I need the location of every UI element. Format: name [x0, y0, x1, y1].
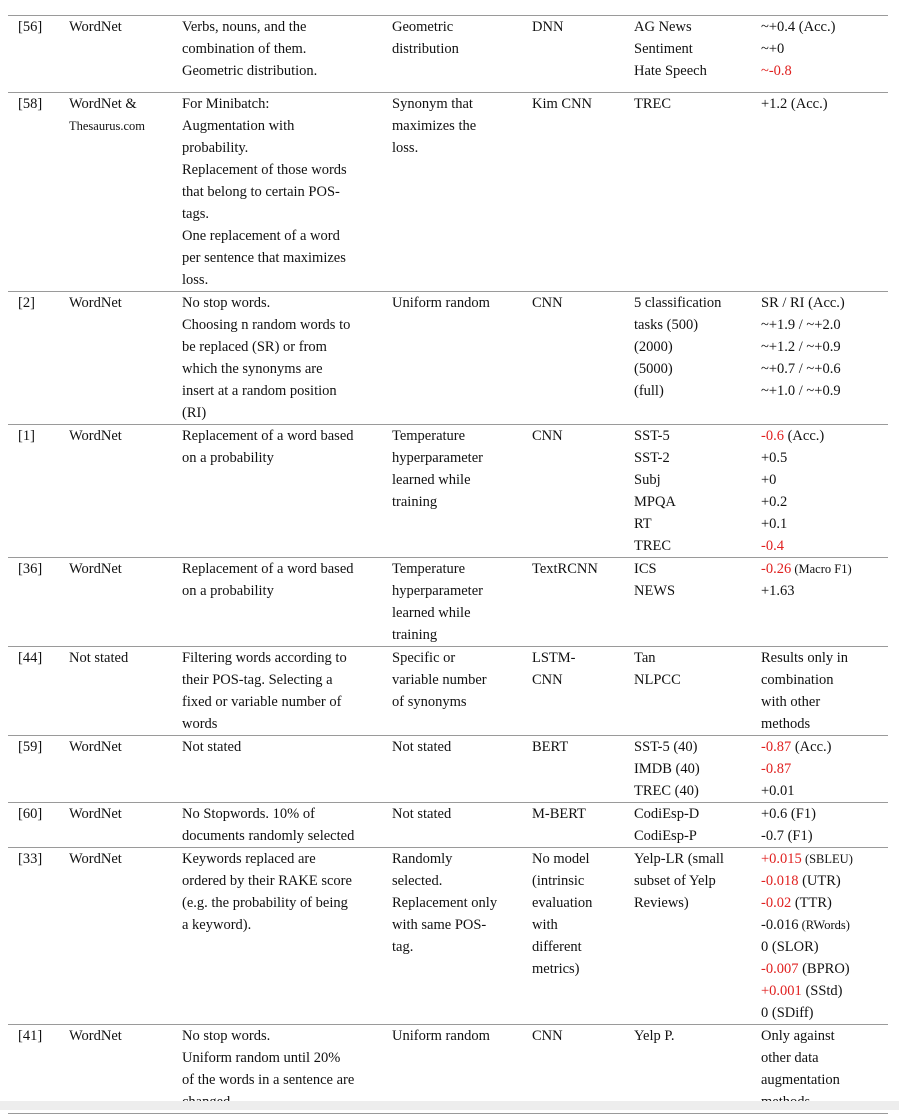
- model-cell: [526, 93, 628, 292]
- result-value: 0 (SDiff): [761, 1005, 814, 1021]
- result-line: [761, 936, 882, 958]
- selection-cell: [386, 93, 526, 292]
- source-cell: [63, 292, 176, 425]
- reference-cell: [8, 16, 63, 93]
- selection-cell: [386, 803, 526, 848]
- reference-label: [36]: [18, 561, 43, 577]
- result-metric: (TTR): [791, 895, 832, 911]
- selection-line: Geometric: [392, 19, 454, 35]
- details-line: (RI): [182, 405, 207, 421]
- result-value: -0.018: [761, 873, 799, 889]
- result-line: [761, 93, 882, 115]
- reference-cell: [8, 803, 63, 848]
- selection-line: tag.: [392, 939, 414, 955]
- selection-line: distribution: [392, 41, 459, 57]
- source-line: WordNet: [69, 19, 122, 35]
- dataset-line: Tan: [634, 650, 656, 666]
- result-metric: (RWords): [798, 918, 850, 932]
- dataset-line: AG News: [634, 19, 692, 35]
- results-cell: [755, 425, 888, 558]
- selection-cell: [386, 647, 526, 736]
- results-cell: [755, 736, 888, 803]
- selection-cell: [386, 736, 526, 803]
- details-line: insert at a random position: [182, 383, 337, 399]
- model-cell: [526, 803, 628, 848]
- result-line: [761, 447, 882, 469]
- reference-label: [1]: [18, 428, 35, 444]
- dataset-line: IMDB (40): [634, 761, 700, 777]
- result-value: 0 (SLOR): [761, 939, 819, 955]
- result-value: +0.015: [761, 851, 802, 867]
- reference-cell: [8, 736, 63, 803]
- details-line: Replacement of a word based: [182, 428, 354, 444]
- result-value: -0.02: [761, 895, 792, 911]
- dataset-line: TREC: [634, 96, 672, 112]
- dataset-cell: [628, 93, 755, 292]
- result-line: [761, 336, 882, 358]
- details-cell: [176, 848, 386, 1025]
- result-value: ~-0.8: [761, 63, 792, 79]
- result-line: [761, 491, 882, 513]
- selection-line: hyperparameter: [392, 450, 483, 466]
- dataset-line: Yelp P.: [634, 1028, 675, 1044]
- table-row: [8, 425, 888, 558]
- dataset-line: (5000): [634, 361, 673, 377]
- result-value: with other: [761, 694, 821, 710]
- details-cell: [176, 647, 386, 736]
- results-cell: [755, 803, 888, 848]
- source-cell: [63, 93, 176, 292]
- dataset-line: NEWS: [634, 583, 676, 599]
- source-cell: [63, 736, 176, 803]
- model-cell: [526, 736, 628, 803]
- result-line: [761, 358, 882, 380]
- result-metric: (UTR): [798, 873, 841, 889]
- details-line: probability.: [182, 140, 249, 156]
- result-line: [761, 513, 882, 535]
- details-line: which the synonyms are: [182, 361, 323, 377]
- selection-line: Temperature: [392, 428, 466, 444]
- result-value: -0.26: [761, 561, 792, 577]
- selection-line: variable number: [392, 672, 487, 688]
- source-line: Not stated: [69, 650, 129, 666]
- details-line: combination of them.: [182, 41, 307, 57]
- source-line: WordNet: [69, 806, 122, 822]
- table-row: [8, 93, 888, 292]
- result-line: [761, 980, 882, 1002]
- result-line: [761, 558, 882, 580]
- result-line: [761, 292, 882, 314]
- dataset-line: (2000): [634, 339, 673, 355]
- details-line: Choosing n random words to: [182, 317, 351, 333]
- source-line: WordNet: [69, 851, 122, 867]
- details-line: Augmentation with: [182, 118, 295, 134]
- details-line: ordered by their RAKE score: [182, 873, 352, 889]
- selection-line: Replacement only: [392, 895, 498, 911]
- selection-line: Randomly: [392, 851, 453, 867]
- details-cell: [176, 93, 386, 292]
- reference-label: [2]: [18, 295, 35, 311]
- dataset-cell: [628, 736, 755, 803]
- model-line: LSTM-: [532, 650, 576, 666]
- details-line: Replacement of those words: [182, 162, 347, 178]
- model-cell: [526, 647, 628, 736]
- selection-cell: [386, 425, 526, 558]
- result-line: [761, 914, 882, 936]
- table-row: [8, 736, 888, 803]
- result-line: [761, 736, 882, 758]
- result-line: [761, 758, 882, 780]
- dataset-cell: [628, 558, 755, 647]
- result-value: +0.5: [761, 450, 788, 466]
- result-line: [761, 803, 882, 825]
- dataset-line: TREC: [634, 538, 672, 554]
- selection-line: Uniform random: [392, 1028, 490, 1044]
- details-line: Geometric distribution.: [182, 63, 318, 79]
- result-value: +0.2: [761, 494, 788, 510]
- result-line: [761, 825, 882, 847]
- result-metric: (Macro F1): [791, 562, 852, 576]
- result-value: +0.6 (F1): [761, 806, 816, 822]
- reference-label: [58]: [18, 96, 43, 112]
- table-body: [8, 16, 888, 1114]
- model-line: different: [532, 939, 582, 955]
- result-line: [761, 780, 882, 802]
- result-value: +0.1: [761, 516, 788, 532]
- result-value: ~+0.7 / ~+0.6: [761, 361, 841, 377]
- reference-label: [56]: [18, 19, 43, 35]
- dataset-line: RT: [634, 516, 652, 532]
- reference-label: [33]: [18, 851, 43, 867]
- selection-line: with same POS-: [392, 917, 487, 933]
- results-cell: [755, 848, 888, 1025]
- dataset-line: SST-2: [634, 450, 670, 466]
- selection-line: Temperature: [392, 561, 466, 577]
- source-cell: [63, 848, 176, 1025]
- result-value: augmentation: [761, 1072, 840, 1088]
- model-cell: [526, 558, 628, 647]
- selection-line: Uniform random: [392, 295, 490, 311]
- dataset-line: CodiEsp-P: [634, 828, 697, 844]
- augmentation-methods-table: [8, 15, 888, 1114]
- details-line: One replacement of a word: [182, 228, 340, 244]
- selection-line: maximizes the: [392, 118, 477, 134]
- model-line: Kim CNN: [532, 96, 593, 112]
- details-line: No stop words.: [182, 1028, 271, 1044]
- dataset-line: SST-5: [634, 428, 670, 444]
- selection-line: training: [392, 627, 438, 643]
- result-line: [761, 870, 882, 892]
- result-line: [761, 425, 882, 447]
- details-cell: [176, 16, 386, 93]
- selection-line: Not stated: [392, 806, 452, 822]
- result-value: -0.007: [761, 961, 799, 977]
- dataset-line: Hate Speech: [634, 63, 707, 79]
- result-line: [761, 60, 882, 82]
- result-metric: (BPRO): [798, 961, 850, 977]
- dataset-line: Sentiment: [634, 41, 693, 57]
- result-line: [761, 1069, 882, 1091]
- result-line: [761, 1002, 882, 1024]
- source-cell: [63, 803, 176, 848]
- result-value: methods: [761, 716, 811, 732]
- details-line: loss.: [182, 272, 209, 288]
- selection-line: hyperparameter: [392, 583, 483, 599]
- dataset-line: tasks (500): [634, 317, 699, 333]
- details-line: on a probability: [182, 583, 274, 599]
- dataset-line: (full): [634, 383, 664, 399]
- reference-label: [59]: [18, 739, 43, 755]
- reference-cell: [8, 292, 63, 425]
- result-line: [761, 713, 882, 735]
- dataset-cell: [628, 425, 755, 558]
- selection-line: Specific or: [392, 650, 456, 666]
- details-line: No stop words.: [182, 295, 271, 311]
- details-line: No Stopwords. 10% of: [182, 806, 315, 822]
- reference-cell: [8, 425, 63, 558]
- source-line: WordNet: [69, 561, 122, 577]
- result-value: ~+1.2 / ~+0.9: [761, 339, 841, 355]
- reference-cell: [8, 647, 63, 736]
- details-line: (e.g. the probability of being: [182, 895, 348, 911]
- result-line: [761, 892, 882, 914]
- result-line: [761, 38, 882, 60]
- dataset-cell: [628, 803, 755, 848]
- dataset-line: Subj: [634, 472, 661, 488]
- dataset-cell: [628, 292, 755, 425]
- result-value: Results only in: [761, 650, 849, 666]
- details-line: Not stated: [182, 739, 242, 755]
- model-line: CNN: [532, 1028, 563, 1044]
- result-line: [761, 691, 882, 713]
- result-value: -0.016: [761, 917, 799, 933]
- source-cell: [63, 558, 176, 647]
- selection-line: learned while: [392, 472, 471, 488]
- details-line: on a probability: [182, 450, 274, 466]
- result-value: +0.01: [761, 783, 795, 799]
- results-cell: [755, 93, 888, 292]
- reference-label: [60]: [18, 806, 43, 822]
- dataset-cell: [628, 647, 755, 736]
- dataset-line: NLPCC: [634, 672, 681, 688]
- result-value: Only against: [761, 1028, 835, 1044]
- source-line: WordNet: [69, 739, 122, 755]
- reference-label: [41]: [18, 1028, 43, 1044]
- dataset-cell: [628, 848, 755, 1025]
- model-line: evaluation: [532, 895, 593, 911]
- selection-line: Not stated: [392, 739, 452, 755]
- source-line: Thesaurus.com: [69, 119, 146, 133]
- result-metric: (SStd): [801, 983, 843, 999]
- result-line: [761, 958, 882, 980]
- selection-line: learned while: [392, 605, 471, 621]
- model-line: with: [532, 917, 558, 933]
- result-metric: (Acc.): [783, 428, 825, 444]
- details-line: documents randomly selected: [182, 828, 355, 844]
- details-line: that belong to certain POS-: [182, 184, 340, 200]
- table-row: [8, 292, 888, 425]
- source-line: WordNet: [69, 1028, 122, 1044]
- result-line: [761, 1025, 882, 1047]
- selection-cell: [386, 292, 526, 425]
- dataset-cell: [628, 16, 755, 93]
- results-cell: [755, 292, 888, 425]
- result-value: -0.87: [761, 739, 792, 755]
- reference-cell: [8, 558, 63, 647]
- details-line: their POS-tag. Selecting a: [182, 672, 333, 688]
- model-line: (intrinsic: [532, 873, 585, 889]
- details-line: tags.: [182, 206, 209, 222]
- table-row: [8, 558, 888, 647]
- source-cell: [63, 425, 176, 558]
- result-value: ~+1.9 / ~+2.0: [761, 317, 841, 333]
- result-value: SR / RI (Acc.): [761, 295, 845, 311]
- details-line: per sentence that maximizes: [182, 250, 346, 266]
- model-line: CNN: [532, 428, 563, 444]
- dataset-line: subset of Yelp: [634, 873, 716, 889]
- dataset-line: SST-5 (40): [634, 739, 698, 755]
- model-cell: [526, 292, 628, 425]
- result-metric: (SBLEU): [801, 852, 853, 866]
- source-line: WordNet &: [69, 96, 137, 112]
- details-line: Keywords replaced are: [182, 851, 316, 867]
- details-cell: [176, 425, 386, 558]
- result-value: other data: [761, 1050, 819, 1066]
- source-cell: [63, 647, 176, 736]
- table-row: [8, 16, 888, 93]
- details-line: be replaced (SR) or from: [182, 339, 327, 355]
- result-line: [761, 848, 882, 870]
- result-line: [761, 647, 882, 669]
- model-line: DNN: [532, 19, 564, 35]
- selection-cell: [386, 848, 526, 1025]
- page-bottom-edge: [0, 1101, 899, 1110]
- model-line: metrics): [532, 961, 580, 977]
- model-line: No model: [532, 851, 590, 867]
- result-value: +0: [761, 472, 777, 488]
- details-line: of the words in a sentence are: [182, 1072, 355, 1088]
- selection-cell: [386, 558, 526, 647]
- details-line: Verbs, nouns, and the: [182, 19, 307, 35]
- result-value: ~+1.0 / ~+0.9: [761, 383, 841, 399]
- result-line: [761, 16, 882, 38]
- reference-cell: [8, 848, 63, 1025]
- model-cell: [526, 848, 628, 1025]
- result-value: combination: [761, 672, 834, 688]
- model-line: M-BERT: [532, 806, 586, 822]
- result-line: [761, 1047, 882, 1069]
- details-line: fixed or variable number of: [182, 694, 342, 710]
- source-line: WordNet: [69, 428, 122, 444]
- result-value: -0.6: [761, 428, 784, 444]
- model-line: BERT: [532, 739, 569, 755]
- selection-line: selected.: [392, 873, 443, 889]
- details-cell: [176, 736, 386, 803]
- source-cell: [63, 16, 176, 93]
- result-value: +1.63: [761, 583, 795, 599]
- selection-line: Synonym that: [392, 96, 473, 112]
- table-row: [8, 647, 888, 736]
- result-line: [761, 469, 882, 491]
- details-cell: [176, 292, 386, 425]
- details-line: Replacement of a word based: [182, 561, 354, 577]
- selection-line: of synonyms: [392, 694, 467, 710]
- model-cell: [526, 16, 628, 93]
- dataset-line: ICS: [634, 561, 657, 577]
- result-line: [761, 380, 882, 402]
- table-row: [8, 803, 888, 848]
- result-value: ~+0: [761, 41, 785, 57]
- details-line: words: [182, 716, 218, 732]
- details-line: Filtering words according to: [182, 650, 347, 666]
- selection-line: training: [392, 494, 438, 510]
- results-cell: [755, 558, 888, 647]
- result-value: ~+0.4 (Acc.): [761, 19, 836, 35]
- results-cell: [755, 647, 888, 736]
- source-line: WordNet: [69, 295, 122, 311]
- result-line: [761, 535, 882, 557]
- result-line: [761, 669, 882, 691]
- result-metric: (Acc.): [791, 739, 832, 755]
- dataset-line: MPQA: [634, 494, 676, 510]
- dataset-line: CodiEsp-D: [634, 806, 700, 822]
- reference-label: [44]: [18, 650, 43, 666]
- dataset-line: 5 classification: [634, 295, 722, 311]
- details-line: For Minibatch:: [182, 96, 270, 112]
- reference-cell: [8, 93, 63, 292]
- result-line: [761, 314, 882, 336]
- details-cell: [176, 803, 386, 848]
- details-line: a keyword).: [182, 917, 252, 933]
- selection-cell: [386, 16, 526, 93]
- results-cell: [755, 16, 888, 93]
- selection-line: loss.: [392, 140, 419, 156]
- table-row: [8, 848, 888, 1025]
- result-value: +0.001: [761, 983, 802, 999]
- model-cell: [526, 425, 628, 558]
- dataset-line: TREC (40): [634, 783, 699, 799]
- dataset-line: Yelp-LR (small: [634, 851, 724, 867]
- result-value: -0.87: [761, 761, 792, 777]
- details-cell: [176, 558, 386, 647]
- result-value: -0.4: [761, 538, 784, 554]
- model-line: CNN: [532, 295, 563, 311]
- model-line: CNN: [532, 672, 563, 688]
- details-line: Uniform random until 20%: [182, 1050, 341, 1066]
- model-line: TextRCNN: [532, 561, 598, 577]
- result-value: -0.7 (F1): [761, 828, 813, 844]
- result-line: [761, 580, 882, 602]
- dataset-line: Reviews): [634, 895, 689, 911]
- result-value: +1.2 (Acc.): [761, 96, 828, 112]
